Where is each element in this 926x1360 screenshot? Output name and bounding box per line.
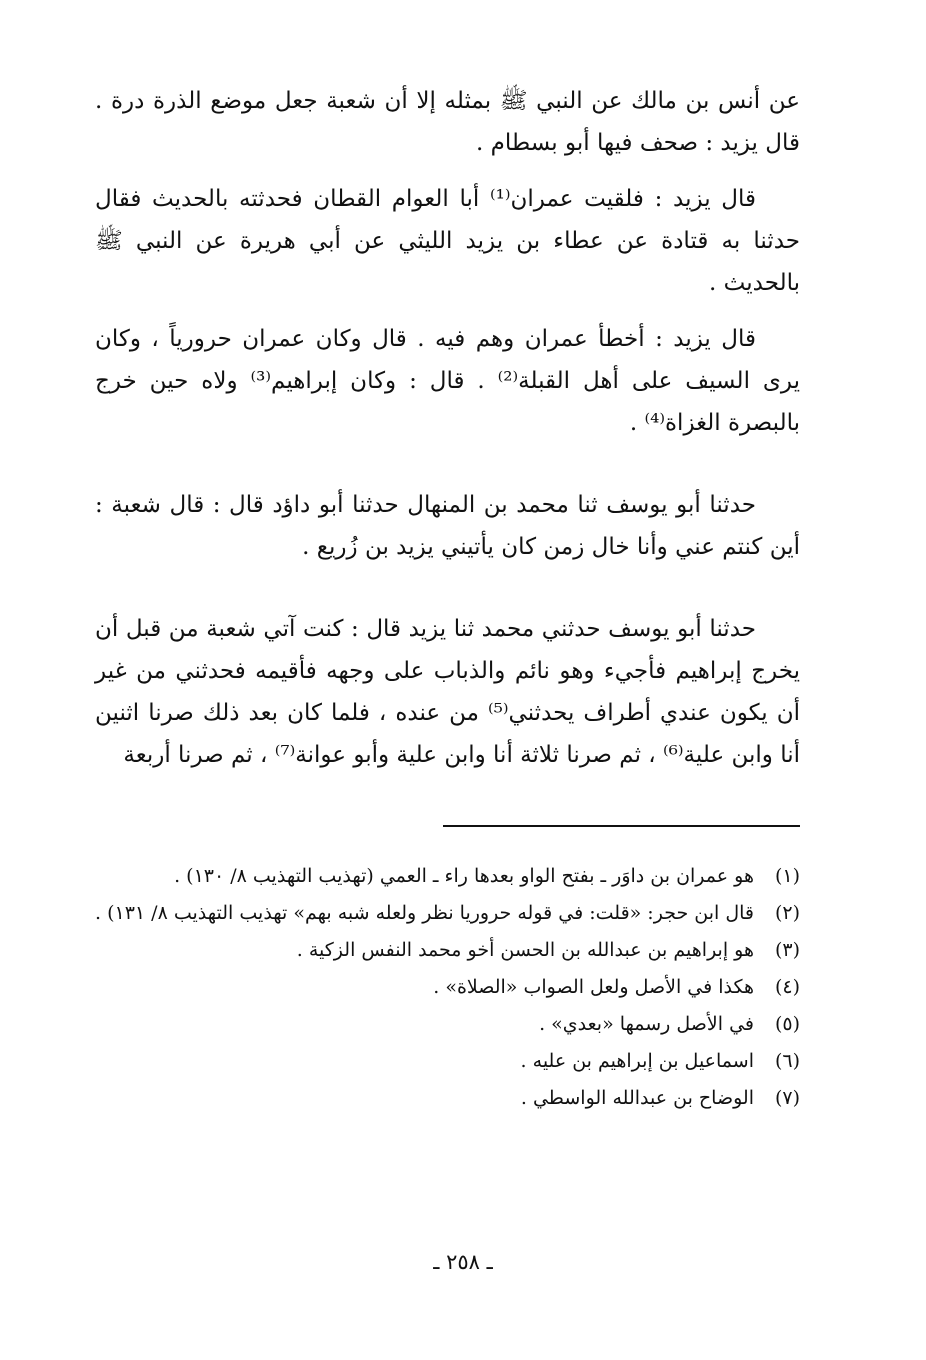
paragraph-1: عن أنس بن مالك عن النبي ﷺ بمثله إلا أن شعبة جعل موضع الذرة درة . قال يزيد : صحف فيها أبو بسطام . — [95, 88, 800, 156]
main-text — [95, 80, 800, 776]
footnote-item — [95, 1080, 800, 1117]
paragraph-5: حدثنا أبو يوسف حدثني محمد ثنا يزيد قال : كنت آتي شعبة من قبل أن يخرج إبراهيم فأجيء وهو نائم والذباب على وجهه فأقيمه فحدثني من غير أن يكون عندي أطراف يحدثني⁽⁵⁾ من عنده ، فلما كان بعد ذلك صرنا اثنين أنا وابن علية⁽⁶⁾ ، ثم صرنا ثلاثة أنا وابن علية وأبو عوانة⁽⁷⁾ ، ثم صرنا أربعة — [95, 616, 800, 768]
footnote-number: (٣) — [774, 939, 800, 961]
footnote-text: اسماعيل بن إبراهيم بن عليه . — [520, 1050, 754, 1072]
paragraph-2: قال يزيد : فلقيت عمران⁽¹⁾ أبا العوام القطان فحدثته بالحديث فقال حدثنا به قتادة عن عطاء بن يزيد الليثي عن أبي هريرة عن النبي ﷺ بالحديث . — [95, 186, 800, 296]
footnote-number: (٥) — [774, 1013, 800, 1035]
footnote-item — [95, 1006, 800, 1043]
footnote-number: (٦) — [774, 1050, 800, 1072]
footnote-number: (١) — [774, 865, 800, 887]
paragraph-3: قال يزيد : أخطأ عمران وهم فيه . قال وكان عمران حرورياً ، وكان يرى السيف على أهل القبلة⁽²⁾ . قال : وكان إبراهيم⁽³⁾ ولاه حين خرج بالبصرة الغزاة⁽⁴⁾ . — [95, 326, 800, 436]
footnote-text: في الأصل رسمها «بعدي» . — [539, 1013, 754, 1035]
footnote-text: هو عمران بن داوَر ـ بفتح الواو بعدها راء ـ العمي (تهذيب التهذيب ٨/ ١٣٠) . — [174, 865, 754, 887]
footnote-number: (٧) — [774, 1087, 800, 1109]
footnotes — [95, 858, 800, 1117]
footnote-item — [95, 858, 800, 895]
footnote-item — [95, 1043, 800, 1080]
page-number: ـ ٢٥٨ ـ — [433, 1250, 493, 1274]
paragraph-4: حدثنا أبو يوسف ثنا محمد بن المنهال حدثنا أبو داؤد قال : قال شعبة : أين كنتم عني وأنا خال زمن كان يأتيني يزيد بن زُريع . — [95, 492, 800, 560]
footnote-item — [95, 895, 800, 932]
footnote-number: (٤) — [774, 976, 800, 998]
footnote-text: قال ابن حجر: «قلت: في قوله حروريا نظر ولعله شبه بهم» تهذيب التهذيب ٨/ ١٣١) . — [95, 902, 754, 924]
footnote-text: هكذا في الأصل ولعل الصواب «الصلاة» . — [433, 976, 754, 998]
footnote-item — [95, 932, 800, 969]
footnote-text: هو إبراهيم بن عبدالله بن الحسن أخو محمد النفس الزكية . — [296, 939, 754, 961]
footnote-number: (٢) — [774, 902, 800, 924]
footnote-item — [95, 969, 800, 1006]
footnote-divider — [443, 825, 800, 827]
footnote-text: الوضاح بن عبدالله الواسطي . — [520, 1087, 754, 1109]
